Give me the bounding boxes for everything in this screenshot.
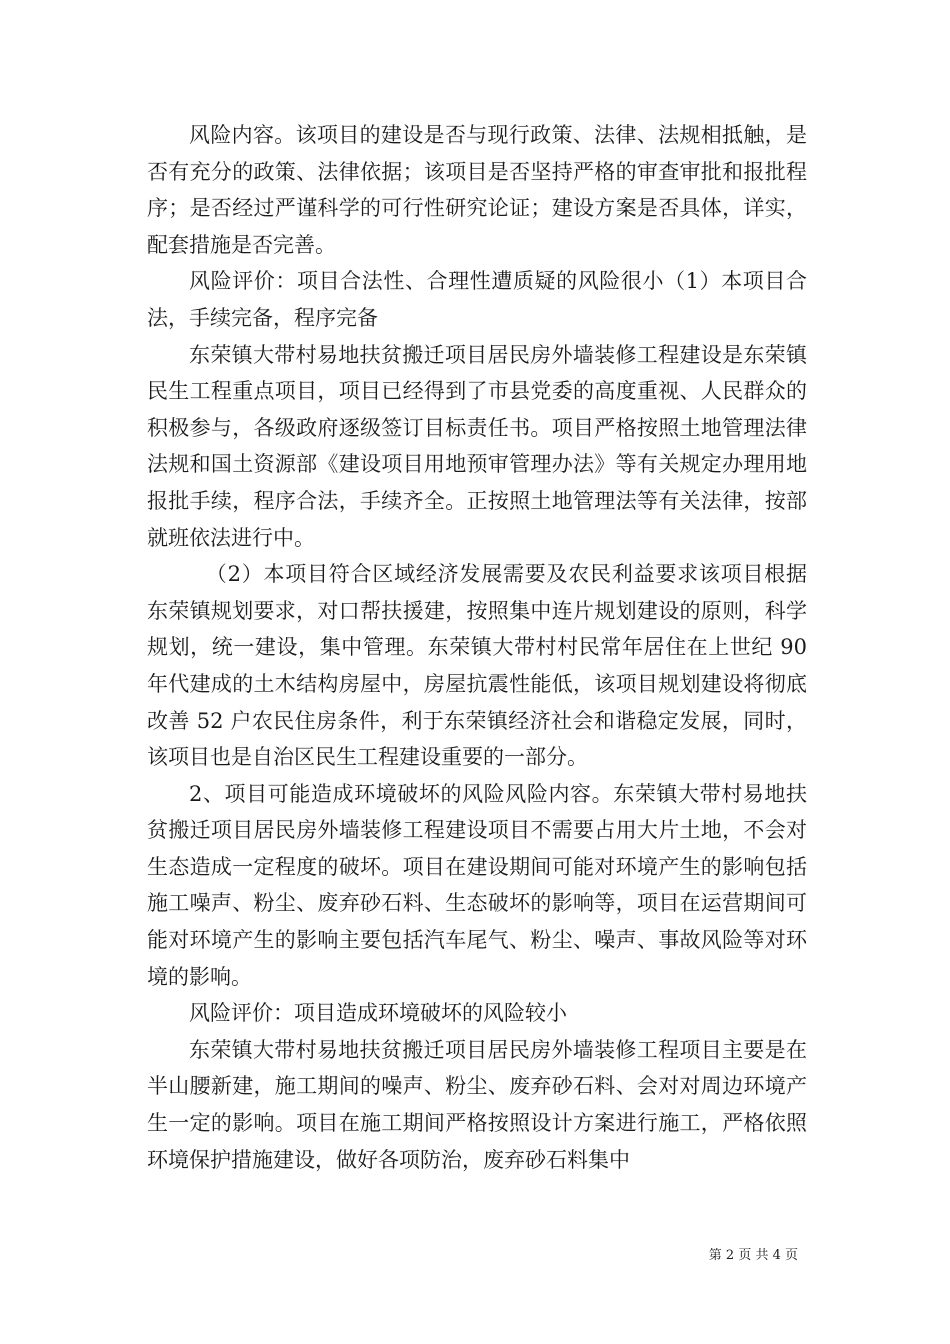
paragraph-environment-risk-content: 2、项目可能造成环境破坏的风险风险内容。东荣镇大带村易地扶贫搬迁项目居民房外墙装修工程建设项目不需要占用大片土地，不会对生态造成一定程度的破坏。项目在建设期间可能对环境产生的影响包括施工噪声、粉尘、废弃砂石料、生态破坏的影响等，项目在运营期间可能对环境产生的影响主要包括汽车尾气、粉尘、噪声、事故风险等对环境的影响。 — [147, 781, 807, 989]
paragraph-risk-content: 风险内容。该项目的建设是否与现行政策、法律、法规相抵触，是否有充分的政策、法律依据；该项目是否坚持严格的审查审批和报批程序；是否经过严谨科学的可行性研究论证；建设方案是否具体，详实，配套措施是否完善。 — [147, 123, 807, 257]
paragraph-environment-risk-evaluation: 风险评价：项目造成环境破坏的风险较小 — [189, 1001, 567, 1026]
paragraph-regional-development: （2）本项目符合区域经济发展需要及农民利益要求该项目根据东荣镇规划要求，对口帮扶援建，按照集中连片规划建设的原则，科学规划，统一建设，集中管理。东荣镇大带村村民常年居住在上世纪 90 年代建成的土木结构房屋中，房屋抗震性能低，该项目规划建设将彻底改善 52 户农民住房条件，利于东荣镇经济社会和谐稳定发展，同时，该项目也是自治区民生工程建设重要的一部分。 — [147, 562, 807, 770]
document-body — [147, 117, 807, 1178]
paragraph-construction-impact: 东荣镇大带村易地扶贫搬迁项目居民房外墙装修工程项目主要是在半山腰新建，施工期间的噪声、粉尘、废弃砂石料、会对对周边环境产生一定的影响。项目在施工期间严格按照设计方案进行施工，严格依照环境保护措施建设，做好各项防治，废弃砂石料集中 — [147, 1037, 807, 1172]
paragraph-risk-evaluation-legality: 风险评价：项目合法性、合理性遭质疑的风险很小（1）本项目合法，手续完备，程序完备 — [147, 269, 807, 330]
page-number-footer: 第 2 页 共 4 页 — [708, 1248, 798, 1263]
paragraph-project-legality-detail: 东荣镇大带村易地扶贫搬迁项目居民房外墙装修工程建设是东荣镇民生工程重点项目，项目已经得到了市县党委的高度重视、人民群众的积极参与，各级政府逐级签订目标责任书。项目严格按照土地管理法律法规和国土资源部《建设项目用地预审管理办法》等有关规定办理用地报批手续，程序合法，手续齐全。正按照土地管理法等有关法律，按部就班依法进行中。 — [147, 342, 807, 550]
